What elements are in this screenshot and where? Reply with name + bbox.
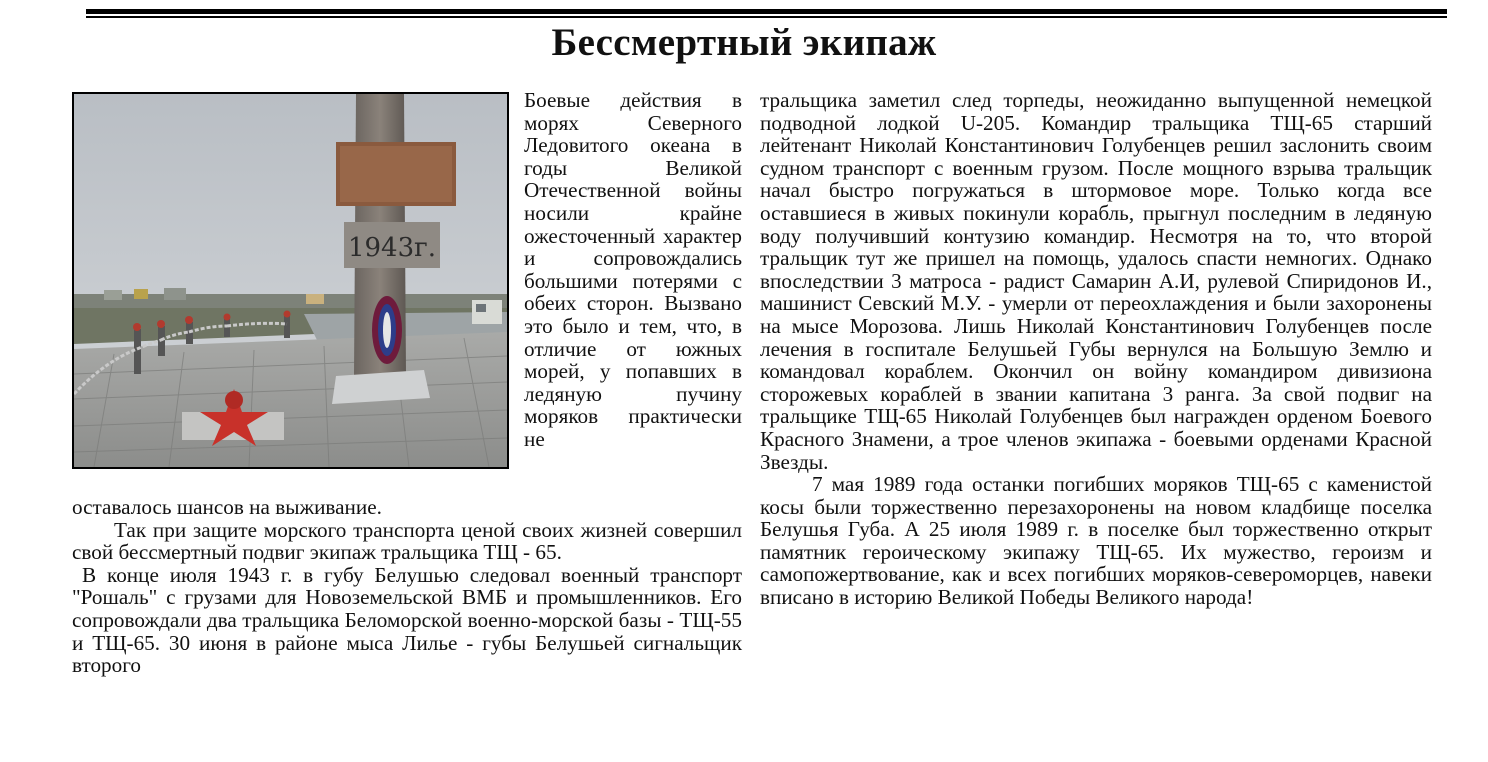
right-paragraph-2: 7 мая 1989 года останки погибших моряков ТЩ-65 с каменистой косы были торжественно перезахоронены на новом кладбище поселка Белушья Губа. А 25 июля 1989 г. в поселке был торжественно открыт памятник героическому экипажу ТЩ-65. Их мужество, героизм и самопожертвование, как и всех погибших моряков-североморцев, навеки вписано в историю Великой Победы Великого народа!: [760, 472, 1432, 610]
header-rule-thin: [86, 16, 1447, 18]
right-paragraph-1: тральщика заметил след торпеды, неожиданно выпущенной немецкой подводной лодкой U-205. Командир тральщика ТЩ-65 старший лейтенант Николай Константинович Голубенцев решил заслонить своим судном транспорт с военным грузом. После мощного взрыва тральщик начал быстро погружаться в штормовое море. Только когда все оставшиеся в живых покинули корабль, прыгнул последним в ледяную воду получивший контузию командир. Несмотря на то, что второй тральщик тут же пришел на помощь, удалось спасти немногих. Однако впоследствии 3 матроса - радист Самарин А.И, рулевой Спиридонов И., машинист Севский М.У. - умерли от переохлаждения и были захоронены на мысе Морозова. Лишь Николай Константинович Голубенцев после лечения в госпитале Белушьей Губы вернулся на Большую Землю и командовал кораблем. Окончил он войну командиром дивизиона сторожевых кораблей в звании капитана 3 ранга. За свой подвиг на тральщике ТЩ-65 Николай Голубенцев был награжден орденом Боевого Красного Знамени, а трое членов экипажа - боевыми орденами Красной Звезды.: [760, 88, 1432, 474]
paragraph-3: В конце июля 1943 г. в губу Белушью следовал военный транспорт "Рошаль" с грузами для Новоземельской ВМБ и промышленников. Его сопровождали два тральщика Беломорской военно-морской базы - ТЩ-55 и ТЩ-65. 30 июня в районе мыса Лилье - губы Белушьей сигнальщик второго: [72, 562, 742, 678]
paragraph-2: Так при защите морского транспорта ценой своих жизней совершил свой бессмертный подвиг экипаж тральщика ТЩ - 65.: [72, 517, 742, 565]
left-column-text: [72, 496, 742, 677]
intro-continuation: оставалось шансов на выживание.: [72, 495, 382, 519]
intro-text-beside-photo: [524, 89, 742, 451]
memorial-photo: [72, 92, 509, 469]
header-rule-thick: [86, 9, 1447, 14]
intro-paragraph: Боевые действия в морях Северного Ледовитого океана в годы Великой Отечественной войны носили крайне ожесточенный характер и сопровождались большими потерями с обеих сторон. Вызвано это было и тем, что, в отличие от южных морей, у попавших в ледяную пучину моряков практически не: [524, 88, 742, 451]
right-column-text: [760, 89, 1432, 609]
photo-year-text: 1943г.: [347, 233, 437, 263]
article-title: Бессмертный экипаж: [551, 21, 937, 64]
